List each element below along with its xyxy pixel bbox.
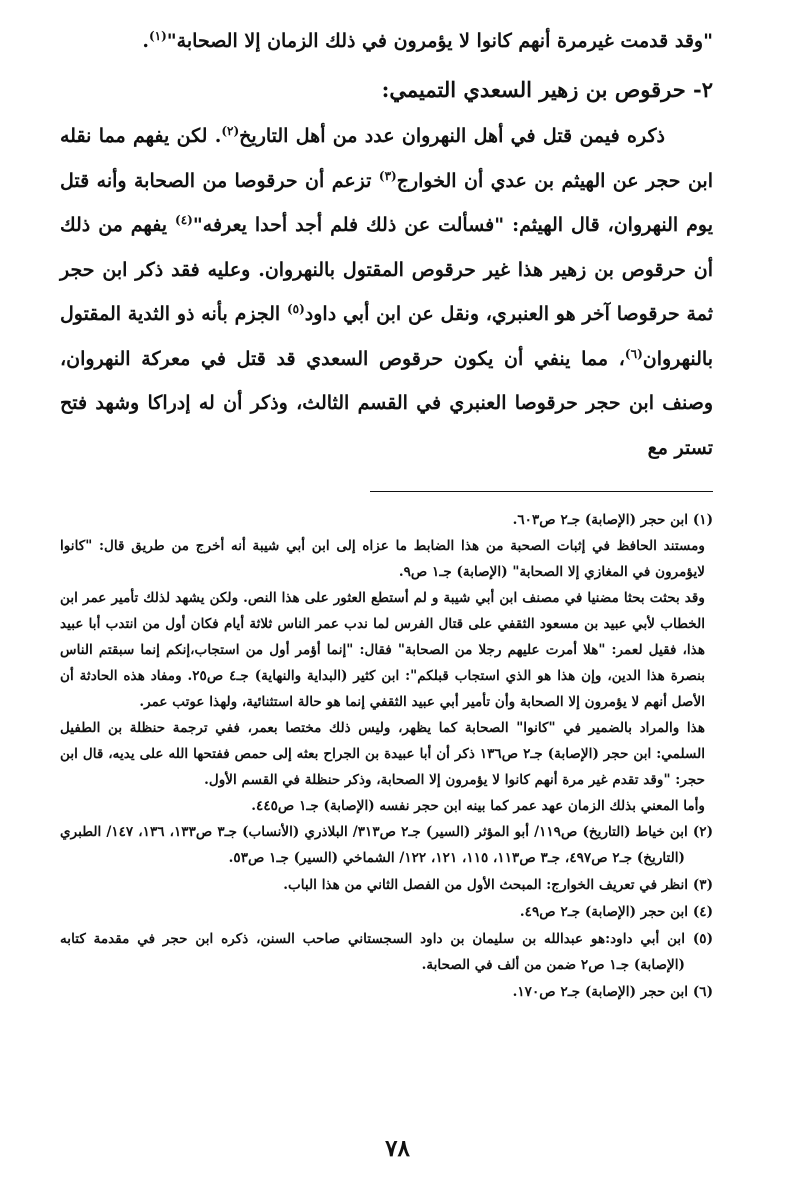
footnote-ref-4[interactable]: (٤) [175,213,193,227]
paragraph-text: الجزم بأنه ذو الثدية المقتول بالنهروان [60,303,713,370]
footnote-3 [60,872,713,898]
paragraph-text: ، مما ينفي أن يكون حرقوص السعدي قد قتل في معركة النهروان، وصنف ابن حجر حرقوصا العنبري في القسم الثالث، وذكر أن له إدراكا وشهد فتح تستر مع [60,347,713,459]
footnote-text: ابن حجر (الإصابة) جـ٢ ص٦٠٣. [512,512,689,528]
opening-quote-text: "وقد قدمت غيرمرة أنهم كانوا لا يؤمرون في ذلك الزمان إلا الصحابة" [166,30,713,52]
footnote-separator [370,491,713,492]
body-paragraph [60,114,713,470]
opening-quote [60,18,713,64]
footnote-ref-2[interactable]: (٢) [221,124,240,138]
main-text [60,18,713,470]
footnote-1-continuation: هذا والمراد بالضمير في "كانوا" الصحابة كما يظهر، وليس ذلك مختصا بعمر، ففي ترجمة حنظلة بن الطفيل السلمي: ابن حجر (الإصابة) جـ٢ ص١٣٦ ذكر أن أبا عبيدة بن الجراح بعثه إلى حمص ففتحها الله على يديه، قال ابن حجر: "وقد تقدم غير مرة أنهم كانوا لا يؤمرون إلا الصحابة، وذكر حنظلة في القسم الأول. [60,720,705,788]
paragraph-text: . لكن يفهم مما نقله ابن حجر عن الهيثم بن عدي أن الخوارج [60,125,713,192]
footnote-text: ابن حجر (الإصابة) جـ٢ ص٤٩. [519,904,689,920]
section-heading: ٢- حرقوص بن زهير السعدي التميمي: [381,77,713,102]
paragraph-text: ذكره فيمن قتل في أهل النهروان عدد من أهل التاريخ [239,125,665,147]
footnote-text: ابن خياط (التاريخ) ص١١٩/ أبو المؤثر (السير) جـ٢ ص٣١٣/ البلاذري (الأنساب) جـ٣ ص١٣٣، ١٣٦، ١٤٧/ الطبري (التاريخ) جـ٢ ص٤٩٧، جـ٣ ص١١٣، ١١٥، ١٢١، ١٢٢/ الشماخي (السير) جـ١ ص٥٣. [60,824,688,866]
paragraph-text: تزعم أن حرقوصا من الصحابة وأنه قتل يوم النهروان، قال الهيثم: "فسألت عن ذلك فلم أجد أحدا يعرفه" [60,169,713,236]
footnote-1-continuation: وأما المعني بذلك الزمان عهد عمر كما بينه ابن حجر نفسه (الإصابة) جـ١ ص٤٤٥. [251,798,705,814]
footnote-text: ابن أبي داود:هو عبدالله بن سليمان بن داود السجستاني صاحب السنن، ذكره ابن حجر في مقدمة كتابه (الإصابة) جـ١ ص٢ ضمن من ألف في الصحابة. [60,931,685,973]
footnote-2 [60,819,713,871]
footnote-ref-3[interactable]: (٣) [378,168,397,183]
footnote-number: (٣) [692,877,713,893]
footnote-1 [60,507,713,533]
page-number: ٧٨ [385,1135,410,1162]
footnote-text: انظر في تعريف الخوارج: المبحث الأول من الفصل الثاني من هذا الباب. [283,877,689,893]
footnote-5 [60,926,713,978]
footnote-1-continuation: وقد بحثت بحثا مضنيا في مصنف ابن أبي شيبة و لم أستطع العثور على هذا النص. ولكن يشهد لذلك تأمير عمر ابن الخطاب لأبي عبيد بن مسعود الثقفي على قتال الفرس لما ندب عمر الناس ثلاثة أيام فكان أول من انتدب أبا عبيد هذا، فقيل لعمر: "هلا أمرت عليهم رجلا من الصحابة" فقال: "إنما أؤمر أول من استجاب،إنكم إنما سبقتم الناس بنصرة هذا الدين، وإن هذا هو الذي استجاب قبلكم": ابن كثير (البداية والنهاية) جـ٤ ص٢٥. ومفاد هذه الحادثة أن الأصل أنهم لا يؤمرون إلا الصحابة وأن تأمير أبي عبيد الثقفي إنما هو حالة استثنائية، ولهذا عوتب عمر. [60,590,705,710]
footnote-4 [60,899,713,925]
footnote-number: (١) [692,512,713,528]
footnote-number: (٥) [692,931,713,947]
opening-quote-end: . [142,30,149,52]
footnote-ref-5[interactable]: (٥) [286,302,305,316]
paragraph-text: يفهم من ذلك أن حرقوص بن زهير هذا غير حرقوص المقتول بالنهروان. وعليه فقد ذكر ابن حجر ثمة حرقوصا آخر هو العنبري، ونقل عن ابن أبي داود [60,214,713,325]
footnote-number: (٢) [692,824,713,840]
footnote-ref-1[interactable]: (١) [148,29,167,43]
footnote-1-continuation: ومستند الحافظ في إثبات الصحبة من هذا الضابط ما عزاه إلى ابن أبي شيبة أنه أخرج من طريق قال: "كانوا لايؤمرون في المغازي إلا الصحابة" (الإصابة) جـ١ ص٩. [60,538,705,580]
footnote-number: (٦) [692,984,713,1000]
footnote-text: ابن حجر (الإصابة) جـ٢ ص١٧٠. [512,984,689,1000]
footnote-number: (٤) [692,904,713,920]
footnote-ref-6[interactable]: (٦) [624,346,643,361]
footnote-6 [60,979,713,1005]
footnotes [60,507,713,1005]
